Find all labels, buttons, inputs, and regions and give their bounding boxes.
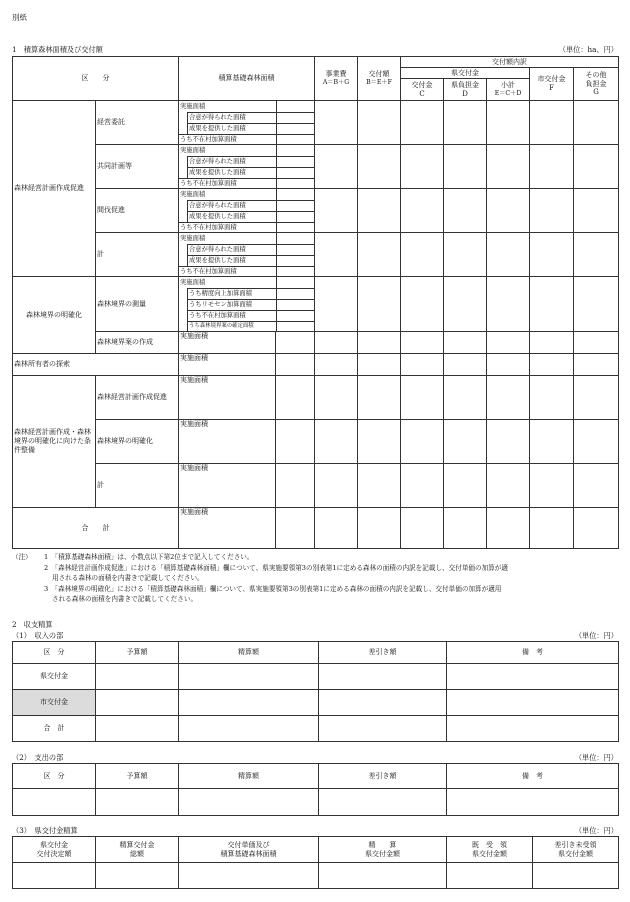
jisshi-label: 実施面積: [179, 376, 276, 420]
header-shokei: 小計 E＝C＋D: [487, 79, 530, 101]
header-uchiwake: 交付額内訳: [401, 57, 619, 68]
row-keiei-sub3: 間伐促進: [96, 189, 179, 233]
settlement-title: （3） 県交付金精算: [12, 826, 78, 835]
income-title: （1） 収入の部: [12, 631, 64, 640]
row-joken-group: 森林経営計画作成・森林境界の明確化に向けた条件整備: [13, 376, 96, 508]
header-kubun: 区 分: [13, 57, 179, 101]
header-sonota: その他 負担金 G: [574, 68, 619, 101]
header-kofukin: 交付金 C: [401, 79, 444, 101]
income-header-kubun: 区 分: [13, 642, 96, 664]
expense-header-biko: 備 考: [447, 764, 619, 789]
survey-breakdown: 実施面積 うち精度向上加算面積 うちリモセン加算面積 うち不在村加算面積 うち森林境界案の確定面積: [179, 277, 315, 332]
jisshi-label: 実施面積: [179, 508, 276, 549]
expense-table: [12, 763, 619, 816]
note-2a: 2 「森林経営計画作成促進」における「積算基礎森林面積」欄について、県実施要領第3の別表第1に定める森林の面積の内訳を記載し、交付単価の加算が適: [44, 563, 508, 572]
income-header-seisan: 精算額: [179, 642, 319, 664]
settlement-table: [12, 836, 619, 889]
settlement-header-kijuryo: 既 受 領 県交付金額: [447, 837, 533, 863]
income-header-sashihiki: 差引き額: [319, 642, 447, 664]
row-kyokai-group: 森林境界の明確化: [13, 277, 96, 354]
jisshi-label: 実施面積: [179, 464, 276, 508]
section1-title: 1 積算森林面積及び交付額: [12, 45, 103, 54]
row-total: 合 計: [13, 508, 179, 549]
row-keiei-sub2: 共同計画等: [96, 145, 179, 189]
settlement-header-tanka: 交付単価及び 積算基礎森林面積: [179, 837, 319, 863]
area-breakdown: 実施面積 合意が得られた面積 成果を提供した面積 うち不在村加算面積: [179, 101, 315, 145]
section2-title: 2 収支精算: [12, 620, 53, 629]
section1-unit: （単位：ha、円）: [558, 45, 618, 54]
area-breakdown: 実施面積 合意が得られた面積 成果を提供した面積 うち不在村加算面積: [179, 233, 315, 277]
settlement-header-mijuryo: 差引き未受領 県交付金額: [533, 837, 619, 863]
settlement-header-seisan: 精 算 県交付金額: [319, 837, 447, 863]
notes: [12, 552, 508, 605]
row-joken-sub2: 森林境界の明確化: [96, 420, 179, 464]
header-jigyohi: 事業費 A＝B＋G: [315, 57, 358, 101]
note-2b: 用される森林の面積を内書きで記載してください。: [52, 574, 204, 582]
note-3a: 3 「森林境界の明確化」における「積算基礎森林面積」欄について、県実施要領第3の別表第1に定める森林の面積の内訳を記載し、交付単価の加算が適用: [44, 584, 502, 593]
header-kofugaku: 交付額 B＝E＋F: [358, 57, 401, 101]
row-keiei-group: 森林経営計画作成促進: [13, 101, 96, 277]
header-ken-futan: 県負担金 D: [444, 79, 487, 101]
header-shi-kofukin: 市交付金 F: [530, 68, 574, 101]
income-row-total: 合 計: [13, 716, 96, 742]
expense-header-kubun: 区 分: [13, 764, 96, 789]
expense-header-seisan: 精算額: [179, 764, 319, 789]
row-keiei-sub4: 計: [96, 233, 179, 277]
expense-header-sashihiki: 差引き額: [319, 764, 447, 789]
settlement-header-sogaku: 精算交付金 総額: [96, 837, 179, 863]
jisshi-label: 実施面積: [179, 332, 276, 354]
settlement-header-kettei: 県交付金 交付決定額: [13, 837, 96, 863]
settlement-unit: （単位：円）: [574, 826, 618, 835]
row-keiei-sub1: 経営委託: [96, 101, 179, 145]
expense-unit: （単位：円）: [574, 753, 618, 762]
expense-title: （2） 支出の部: [12, 753, 64, 762]
income-table: [12, 641, 619, 742]
income-row-shi: 市交付金: [13, 690, 96, 716]
doc-label: 別紙: [12, 13, 27, 22]
note-3b: される森林の面積を内書きで記載してください。: [52, 595, 198, 603]
row-joken-sub3: 計: [96, 464, 179, 508]
expense-header-yosan: 予算額: [96, 764, 179, 789]
header-base-area: 積算基礎森林面積: [179, 57, 315, 101]
income-unit: （単位：円）: [574, 631, 618, 640]
row-joken-sub1: 森林経営計画作成促進: [96, 376, 179, 420]
area-breakdown: 実施面積 合意が得られた面積 成果を提供した面積 うち不在村加算面積: [179, 145, 315, 189]
area-breakdown: 実施面積 合意が得られた面積 成果を提供した面積 うち不在村加算面積: [179, 189, 315, 233]
row-kyokai-sub2: 森林境界案の作成: [96, 332, 179, 354]
area-grant-table: [12, 56, 619, 549]
notes-label: （注）: [12, 553, 32, 561]
income-header-biko: 備 考: [447, 642, 619, 664]
row-kyokai-sub1: 森林境界の測量: [96, 277, 179, 332]
jisshi-label: 実施面積: [179, 420, 276, 464]
header-ken-kofukin: 県交付金: [401, 68, 530, 79]
income-header-yosan: 予算額: [96, 642, 179, 664]
income-row-ken: 県交付金: [13, 664, 96, 690]
jisshi-label: 実施面積: [179, 354, 276, 376]
row-shoyusha: 森林所有者の探索: [13, 354, 179, 376]
note-1: 1 「積算基礎森林面積」は、小数点以下第2位まで記入してください。: [44, 553, 254, 561]
